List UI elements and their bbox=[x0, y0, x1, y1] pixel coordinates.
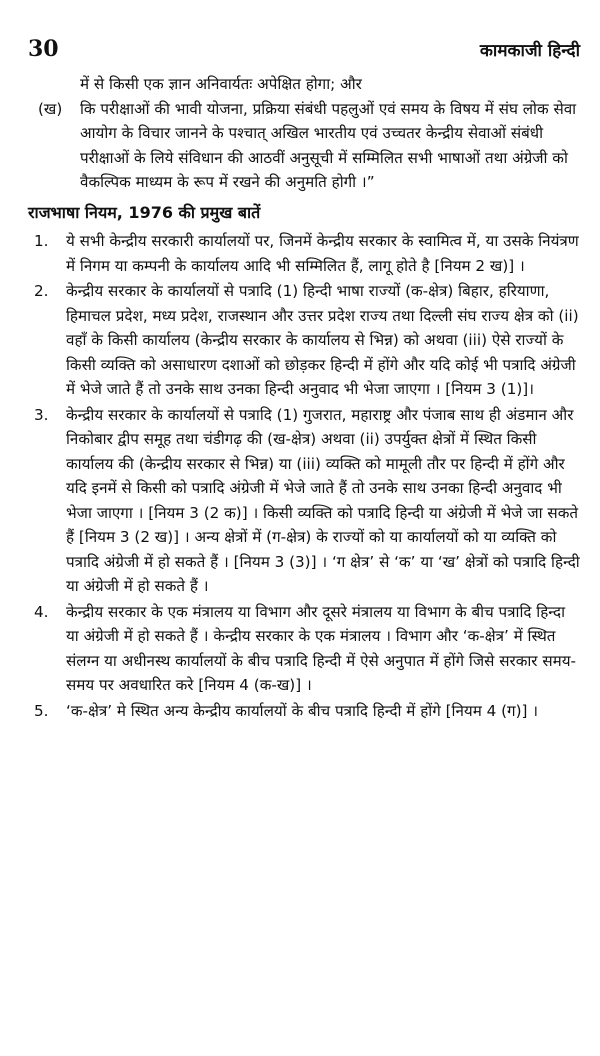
clause-label: (ख) bbox=[38, 99, 63, 118]
list-item-number: 3. bbox=[34, 405, 49, 424]
list-item bbox=[28, 699, 580, 724]
section-heading: राजभाषा नियम, 1976 की प्रमुख बातें bbox=[28, 202, 261, 222]
continuation-line: में से किसी एक ज्ञान अनिवार्यतः अपेक्षित होगा; और bbox=[80, 75, 362, 93]
page-header bbox=[28, 36, 580, 62]
list-item-number: 1. bbox=[34, 232, 49, 250]
list-item bbox=[28, 600, 580, 698]
list-item-number: 4. bbox=[34, 602, 49, 621]
page-number: 30 bbox=[28, 36, 59, 62]
clause-kha bbox=[28, 97, 580, 195]
list-item bbox=[28, 403, 580, 599]
page-body bbox=[28, 72, 580, 723]
list-item-text: केन्द्रीय सरकार के एक मंत्रालय या विभाग और दूसरे मंत्रालय या विभाग के बीच पत्रादि हिन्दा या अंग्रेजी में हो सकते हैं । केन्द्रीय सरकार के एक मंत्रालय । विभाग और ‘क-क्षेत्र’ में स्थित संलग्न या अधीनस्थ कार्यालयों के बीच पत्रादि हिन्दी में ऐसे अनुपात में होंगे जिसे सरकार समय-समय पर अवधारित करे [नियम 4 (क-ख)] । bbox=[66, 602, 576, 694]
list-item-text: ‘क-क्षेत्र’ मे स्थित अन्य केन्द्रीय कार्यालयों के बीच पत्रादि हिन्दी में होंगे [नियम 4 (ग)] । bbox=[66, 701, 539, 720]
list-item-text: ये सभी केन्द्रीय सरकारी कार्यालयों पर, जिनमें केन्द्रीय सरकार के स्वामित्व में, या उसके नियंत्रण में निगम या कम्पनी के कार्यालय आदि भी सम्मिलित हैं, लागू होते है [नियम 2 ख)] । bbox=[66, 232, 579, 275]
list-item-number: 2. bbox=[34, 282, 49, 300]
list-item-text: केन्द्रीय सरकार के कार्यालयों से पत्रादि (1) गुजरात, महाराष्ट्र और पंजाब साथ ही अंडमान और निकोबार द्वीप समूह तथा चंडीगढ़ की (ख-क्षेत्र) अथवा (ii) उपर्युक्त क्षेत्रों में स्थित किसी कार्यालय की (केन्द्रीय सरकार से भिन्न) या (iii) व्यक्ति को मामूली तौर पर हिन्दी में होंगे और यदि इनमें से किसी को पत्रादि अंग्रेजी में भेजे जाते हैं तो उनके साथ उनका हिन्दी अनुवाद भी भेजा जाएगा । [नियम 3 (2 क)] । किसी व्यक्ति को पत्रादि हिन्दी या अंग्रेजी में भेजे जा सकते हैं [नियम 3 (2 ख)] । अन्य क्षेत्रों में (ग-क्षेत्र) के राज्यों को या कार्यालयों को या व्यक्ति को पत्रादि अंग्रेजी में हो सकते हैं । [नियम 3 (3)] । ‘ग क्षेत्र’ से ‘क’ या ‘ख’ क्षेत्रों को पत्रादि हिन्दी या अंग्रेजी में हो सकते हैं । bbox=[66, 405, 580, 595]
list-item bbox=[28, 279, 580, 402]
list-item-number: 5. bbox=[34, 701, 49, 720]
list-item-text: केन्द्रीय सरकार के कार्यालयों से पत्रादि (1) हिन्दी भाषा राज्यों (क-क्षेत्र) बिहार, हरियाणा, हिमाचल प्रदेश, मध्य प्रदेश, राजस्थान और उत्तर प्रदेश राज्य तथा दिल्ली संघ राज्य क्षेत्र को (ii) वहाँ के किसी कार्यालय (केन्द्रीय सरकार के कार्यालय से भिन्न) को अथवा (iii) ऐसे राज्यों के किसी व्यक्ति को असाधारण दशाओं को छोड़कर हिन्दी में होंगे और यदि कोई भी पत्रादि अंग्रेजी में भेजे जाते हैं तो उनके साथ उनका हिन्दी अनुवाद भी भेजा जाएगा । [नियम 3 (1)]। bbox=[66, 282, 579, 398]
running-title: कामकाजी हिन्दी bbox=[479, 41, 580, 61]
clause-text: कि परीक्षाओं की भावी योजना, प्रक्रिया संबंधी पहलुओं एवं समय के विषय में संघ लोक सेवा आयोग के विचार जानने के पश्चात् अखिल भारतीय एवं उच्चतर केन्द्रीय सेवाओं संबंधी परीक्षाओं के लिये संविधान की आठवीं अनुसूची में सम्मिलित सभी भाषाओं तथा अंग्रेजी को वैकल्पिक माध्यम के रूप में रखने की अनुमति होगी ।” bbox=[80, 99, 577, 191]
list-item bbox=[28, 229, 580, 278]
rules-list bbox=[28, 229, 580, 723]
